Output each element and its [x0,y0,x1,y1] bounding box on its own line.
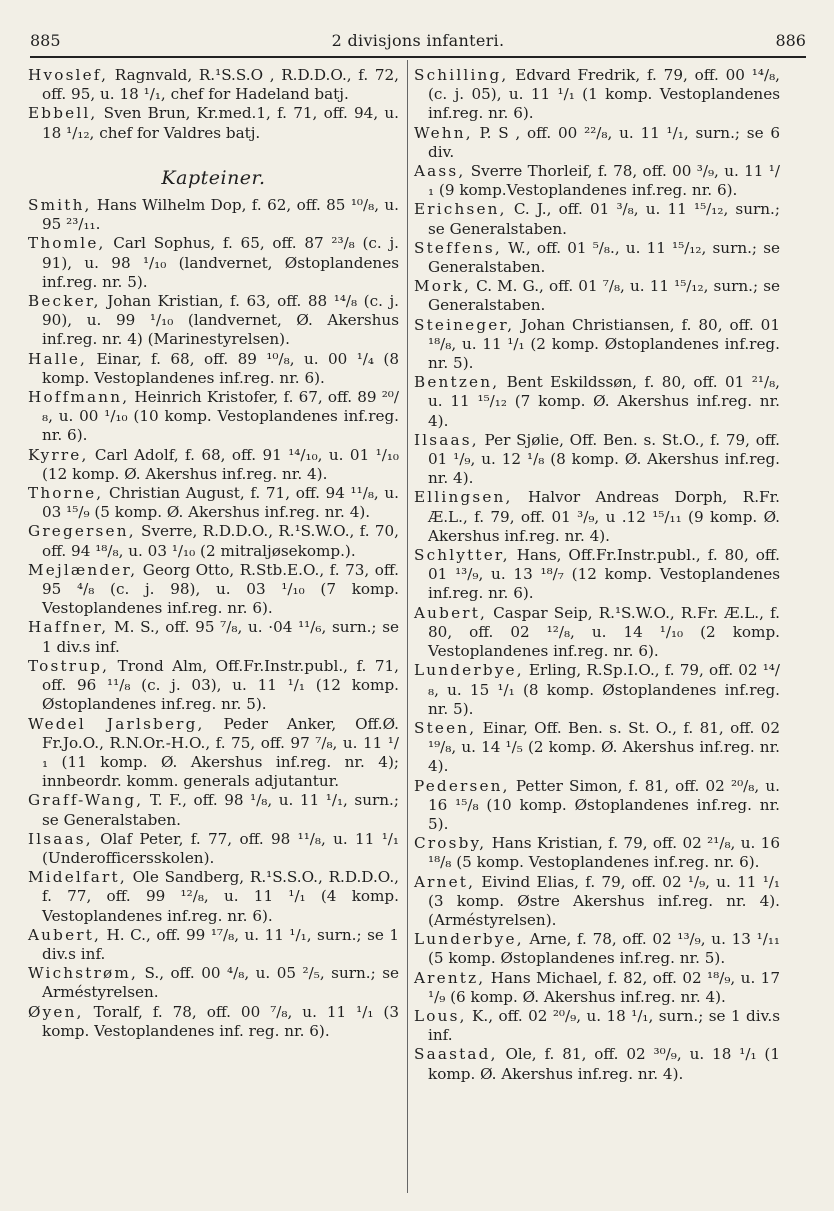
roster-entry [414,488,780,546]
entry-details: M. S., off. 95 ⁷/₈, u. ·04 ¹¹/₆, surn.; se 1 div.s inf. [42,618,399,656]
roster-entry [414,316,780,374]
roster-entry [414,200,780,238]
roster-entry [28,522,399,560]
roster-entry [28,618,399,656]
roster-entry [28,484,399,522]
entry-details: Hans Wilhelm Dop, f. 62, off. 85 ¹⁰/₈, u. 95 ²³/₁₁. [42,196,399,234]
entry-surname: Hvoslef, [28,66,109,84]
entry-surname: Pedersen, [414,776,510,795]
roster-entry [414,719,780,777]
entry-surname: Lunderbye, [414,661,524,680]
entry-details: Toralf, f. 78, off. 00 ⁷/₈, u. 11 ¹/₁ (3 komp. Vestoplandenes inf. reg. nr. 6). [42,1002,399,1040]
roster-entry [28,830,399,868]
entry-surname: Graff-Wang, [28,791,144,810]
entry-surname: Crosby, [414,834,487,853]
roster-entry [28,1003,399,1041]
page-title: 2 divisjons infanteri. [331,31,505,50]
entry-details: Ole, f. 81, off. 02 ³⁰/₉, u. 18 ¹/₁ (1 komp. Ø. Akershus inf.reg. nr. 4). [428,1045,780,1083]
entry-details: Einar, Off. Ben. s. St. O., f. 81, off. 02 ¹⁹/₈, u. 14 ¹/₅ (2 komp. Ø. Akershus inf.reg. nr. 4). [428,718,780,776]
entry-surname: Hoffmann, [28,388,130,407]
entry-details: Hans, Off.Fr.Instr.publ., f. 80, off. 01 ¹³/₉, u. 13 ¹⁸/₇ (12 komp. Vestoplandenes inf.reg. nr. 6). [428,546,780,603]
entry-details: Carl Sophus, f. 65, off. 87 ²³/₈ (c. j. 91), u. 98 ¹/₁₀ (landvernet, Østoplandenes inf.reg. nr. 5). [42,234,399,291]
roster-entry [28,350,399,388]
entry-details: Georg Otto, R.Stb.E.O., f. 73, off. 95 ⁴/₈ (c. j. 98), u. 03 ¹/₁₀ (7 komp. Vestoplandenes inf.reg. nr. 6). [42,560,399,618]
entry-surname: Arnet, [414,872,476,891]
entry-surname: Schilling, [414,66,509,84]
entry-surname: Halle, [28,349,88,368]
left-column [28,66,399,1041]
entry-surname: Smith, [28,196,92,215]
entry-details: Sven Brun, Kr.med.1, f. 71, off. 94, u. 18 ¹/₁₂, chef for Valdres batj. [42,104,399,142]
roster-entry [414,277,780,315]
roster-entry [414,546,780,604]
entry-details: Bent Eskildssøn, f. 80, off. 01 ²¹/₈, u. 11 ¹⁵/₁₂ (7 komp. Ø. Akershus inf.reg. nr. 4). [428,373,780,430]
column-divider [407,60,408,1193]
roster-entry [28,66,399,104]
entry-surname: Kyrre, [28,445,89,464]
entry-details: C. J., off. 01 ³/₈, u. 11 ¹⁵/₁₂, surn.; se Generalstaben. [428,200,780,238]
entry-details: P. S , off. 00 ²²/₈, u. 11 ¹/₁, surn.; se 6 div. [428,123,780,161]
entry-details: Ragnvald, R.¹S.S.O , R.D.D.O., f. 72, off. 95, u. 18 ¹/₁, chef for Hadeland batj. [42,66,399,104]
entry-details: Hans Kristian, f. 79, off. 02 ²¹/₈, u. 16 ¹⁸/₈ (5 komp. Vestoplandenes inf.reg. nr. 6). [428,834,780,872]
roster-entry [414,873,780,931]
roster-entry [28,388,399,446]
entry-details: Hans Michael, f. 82, off. 02 ¹⁸/₉, u. 17 ¹/₉ (6 komp. Ø. Akershus inf.reg. nr. 4). [428,968,780,1006]
entry-surname: Aubert, [414,603,488,622]
entry-details: Caspar Seip, R.¹S.W.O., R.Fr. Æ.L., f. 80, off. 02 ¹²/₈, u. 14 ¹/₁₀ (2 komp. Vestoplandenes inf.reg. nr. 6). [428,603,780,661]
entry-details: Johan Kristian, f. 63, off. 88 ¹⁴/₈ (c. j. 90), u. 99 ¹/₁₀ (landvernet, Ø. Akershus inf.reg. nr. 4) (Marinestyrelsen). [42,292,399,349]
entry-surname: Becker, [28,292,101,311]
entry-surname: Wehn, [414,123,473,142]
roster-entry [28,104,399,142]
roster-entry [28,292,399,350]
entry-surname: Steen, [414,718,477,737]
entry-details: Halvor Andreas Dorph, R.Fr. Æ.L., f. 79, off. 01 ³/₉, u .12 ¹⁵/₁₁ (9 komp. Ø. Akershus inf.reg. nr. 4). [428,488,780,545]
entry-surname: Ilsaas, [28,829,93,848]
roster-entry [414,124,780,162]
entry-details: Heinrich Kristofer, f. 67, off. 89 ²⁰/₈, u. 00 ¹/₁₀ (10 komp. Vestoplandenes inf.reg. nr. 6). [42,388,399,445]
entry-surname: Thomle, [28,234,106,253]
roster-entry [414,969,780,1007]
roster-entry [414,930,780,968]
left-top-entries [28,66,399,143]
entry-details: Olaf Peter, f. 77, off. 98 ¹¹/₈, u. 11 ¹/₁ (Underofficersskolen). [42,829,399,867]
entry-surname: Gregersen, [28,522,136,541]
entry-details: Johan Christiansen, f. 80, off. 01 ¹⁸/₈, u. 11 ¹/₁ (2 komp. Østoplandenes inf.reg. nr. 5). [428,315,780,373]
entry-surname: Bentzen, [414,373,500,392]
entry-details: Ole Sandberg, R.¹S.S.O., R.D.D.O., f. 77, off. 99 ¹²/₈, u. 11 ¹/₁ (4 komp. Vestoplandenes inf.reg. nr. 6). [42,868,399,925]
roster-entry [414,66,780,124]
entry-details: Per Sjølie, Off. Ben. s. St.O., f. 79, off. 01 ¹/₉, u. 12 ¹/₈ (8 komp. Ø. Akershus inf.reg. nr. 4). [428,430,780,488]
roster-entry [28,561,399,619]
entry-surname: Arentz, [414,968,486,987]
roster-entry [414,834,780,872]
entry-surname: Steffens, [414,238,502,257]
roster-entry [414,431,780,489]
entry-details: Petter Simon, f. 81, off. 02 ²⁰/₈, u. 16 ¹⁵/₈ (10 komp. Østoplandenes inf.reg. nr. 5). [428,776,780,833]
entry-details: Arne, f. 78, off. 02 ¹³/₉, u. 13 ¹/₁₁ (5 komp. Østoplandenes inf.reg. nr. 5). [428,930,780,968]
roster-entry [414,1007,780,1045]
entry-surname: Lous, [414,1006,467,1025]
entry-details: W., off. 01 ⁵/₈., u. 11 ¹⁵/₁₂, surn.; se Generalstaben. [428,238,780,277]
entry-details: T. F., off. 98 ¹/₈, u. 11 ¹/₁, surn.; se Generalstaben. [42,791,399,829]
entry-surname: Schlytter, [414,546,510,565]
roster-entry [28,196,399,234]
roster-entry [28,657,399,715]
entry-surname: Aubert, [28,925,102,944]
roster-entry [414,661,780,719]
entry-surname: Steineger, [414,315,515,334]
entry-surname: Mork, [414,277,471,296]
roster-entry [28,964,399,1002]
roster-entry [414,373,780,431]
entry-details: Eivind Elias, f. 79, off. 02 ¹/₉, u. 11 ¹/₁ (3 komp. Østre Akershus inf.reg. nr. 4). (Arméstyrelsen). [428,872,780,929]
entry-details: C. M. G., off. 01 ⁷/₈, u. 11 ¹⁵/₁₂, surn.; se Generalstaben. [428,277,780,315]
roster-entry [28,715,399,792]
entry-details: Einar, f. 68, off. 89 ¹⁰/₈, u. 00 ¹/₄ (8 komp. Vestoplandenes inf.reg. nr. 6). [42,349,399,387]
entry-details: Sverre Thorleif, f. 78, off. 00 ³/₉, u. 11 ¹/₁ (9 komp.Vestoplandenes inf.reg. nr. 6). [428,162,780,200]
entry-surname: Thorne, [28,484,104,503]
roster-entry [414,162,780,200]
page-header [30,28,806,58]
right-entries [414,66,780,1084]
entry-details: H. C., off. 99 ¹⁷/₈, u. 11 ¹/₁, surn.; se 1 div.s inf. [42,925,399,963]
entry-surname: Haffner, [28,618,109,637]
entry-details: Christian August, f. 71, off. 94 ¹¹/₈, u. 03 ¹⁵/₉ (5 komp. Ø. Akershus inf.reg. nr. 4). [42,484,399,522]
roster-entry [414,239,780,277]
entry-surname: Saastad, [414,1045,498,1064]
roster-entry [28,446,399,484]
entry-surname: Ebbell, [28,104,98,123]
entry-details: Peder Anker, Off.Ø. Fr.Jo.O., R.N.Or.-H.O., f. 75, off. 97 ⁷/₈, u. 11 ¹/₁ (11 komp. Ø. Akershus inf.reg. nr. 4); innbeordr. komm. generals adjutantur. [42,714,399,791]
entry-details: Erling, R.Sp.I.O., f. 79, off. 02 ¹⁴/₈, u. 15 ¹/₁ (8 komp. Østoplandenes inf.reg. nr. 5). [428,661,780,718]
entry-details: Sverre, R.D.D.O., R.¹S.W.O., f. 70, off. 94 ¹⁸/₈, u. 03 ¹/₁₀ (2 mitraljøsekomp.). [42,522,399,560]
roster-entry [414,777,780,835]
entry-details: Carl Adolf, f. 68, off. 91 ¹⁴/₁₀, u. 01 ¹/₁₀ (12 komp. Ø. Akershus inf.reg. nr. 4). [42,445,399,483]
entry-details: S., off. 00 ⁴/₈, u. 05 ²/₅, surn.; se Arméstyrelsen. [42,964,399,1002]
roster-entry [28,926,399,964]
entry-surname: Ellingsen, [414,488,513,507]
entry-surname: Wichstrøm, [28,964,139,983]
roster-entry [414,604,780,662]
section-title: Kapteiner. [161,166,266,189]
entry-details: Trond Alm, Off.Fr.Instr.publ., f. 71, off. 96 ¹¹/₈ (c. j. 03), u. 11 ¹/₁ (12 komp. Østoplandenes inf.reg. nr. 5). [42,656,399,714]
entry-surname: Midelfart, [28,868,127,887]
entry-surname: Tostrup, [28,656,110,675]
entry-surname: Aass, [414,162,466,181]
page-number-right: 886 [775,31,806,50]
entry-surname: Wedel Jarlsberg, [28,714,205,733]
entry-surname: Ilsaas, [414,430,479,449]
page-number-left: 885 [30,31,61,50]
roster-entry [28,791,399,829]
entry-details: K., off. 02 ²⁰/₉, u. 18 ¹/₁, surn.; se 1 div.s inf. [428,1006,780,1045]
roster-entry [28,234,399,292]
entry-surname: Øyen, [28,1002,84,1021]
left-entries [28,196,399,1041]
entry-details: Edvard Fredrik, f. 79, off. 00 ¹⁴/₈, (c. j. 05), u. 11 ¹/₁ (1 komp. Vestoplandenes inf.reg. nr. 6). [428,66,780,123]
entry-surname: Lunderbye, [414,930,524,949]
right-column [414,66,780,1084]
entry-surname: Mejlænder, [28,560,138,579]
roster-entry [414,1045,780,1083]
roster-entry [28,868,399,926]
entry-surname: Erichsen, [414,200,507,219]
